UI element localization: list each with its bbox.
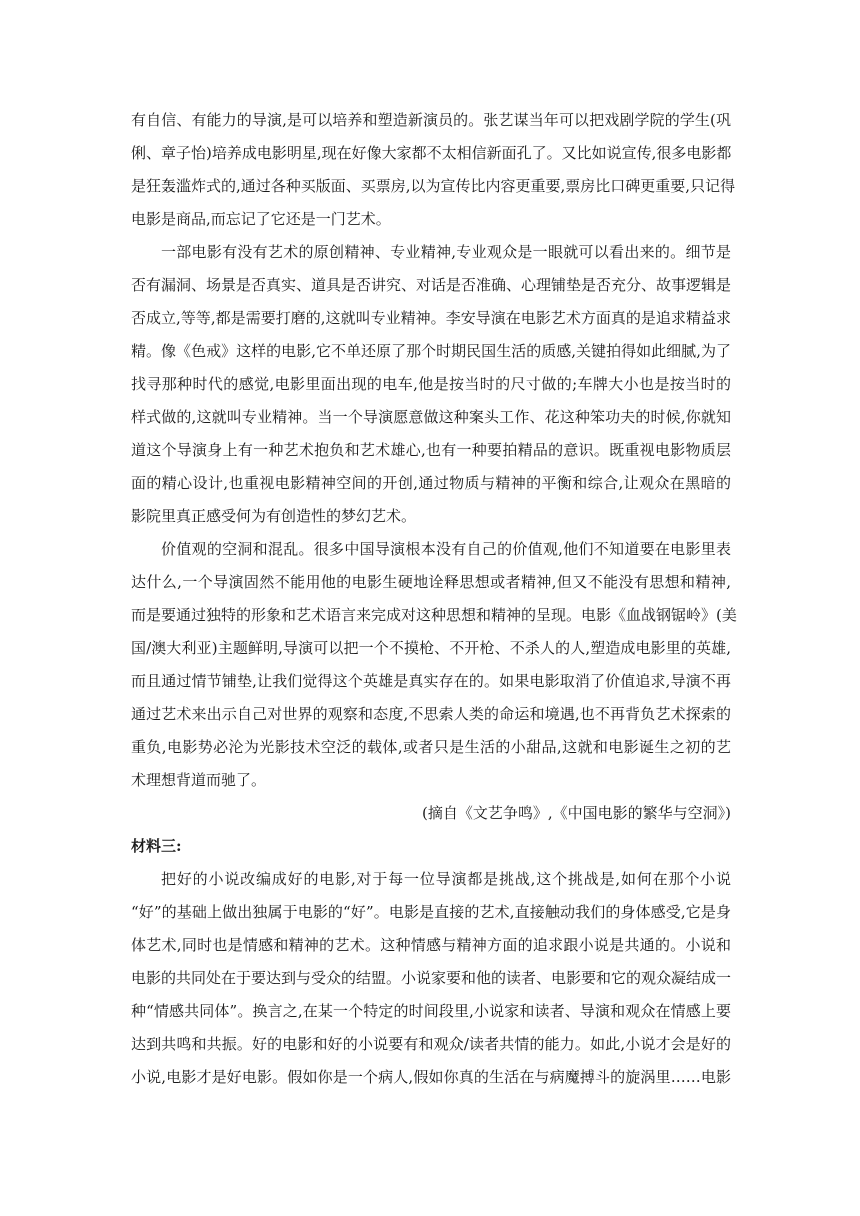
paragraph-line: 通过艺术来出示自己对世界的观察和态度,不思索人类的命运和境遇,也不再背负艺术探索的: [131, 705, 731, 723]
paragraph-line: 重负,电影势必沦为光影技术空泛的载体,或者只是生活的小甜品,这就和电影诞生之初的艺: [131, 738, 731, 756]
paragraph-line: 种“情感共同体”。换言之,在某一个特定的时间段里,小说家和读者、导演和观众在情感上要: [131, 1002, 731, 1020]
paragraph-line: “好”的基础上做出独属于电影的“好”。电影是直接的艺术,直接触动我们的身体感受,它是身: [131, 903, 731, 921]
paragraph-line: 面的精心设计,也重视电影精神空间的开创,通过物质与精神的平衡和综合,让观众在黑暗的: [131, 474, 731, 492]
paragraph-line: 达什么,一个导演固然不能用他的电影生硬地诠释思想或者精神,但又不能没有思想和精神,: [131, 573, 731, 591]
paragraph-line: 达到共鸣和共振。好的电影和好的小说要有和观众/读者共情的能力。如此,小说才会是好的: [131, 1035, 731, 1053]
paragraph-line: 是狂轰滥炸式的,通过各种买版面、买票房,以为宣传比内容更重要,票房比口碑更重要,只记得: [131, 177, 736, 195]
paragraph-line: 道这个导演身上有一种艺术抱负和艺术雄心,也有一种要拍精品的意识。既重视电影物质层: [131, 441, 731, 459]
paragraph-3: [131, 533, 737, 797]
paragraph-line: 把好的小说改编成好的电影,对于每一位导演都是挑战,这个挑战是,如何在那个小说: [161, 870, 731, 888]
paragraph-line: 影院里真正感受何为有创造性的梦幻艺术。: [131, 507, 417, 525]
paragraph-line: 否成立,等等,都是需要打磨的,这就叫专业精神。李安导演在电影艺术方面真的是追求精益求: [131, 309, 731, 327]
paragraph-line: 体艺术,同时也是情感和精神的艺术。这种情感与精神方面的追求跟小说是共通的。小说和: [131, 936, 731, 954]
paragraph-line: 国/澳大利亚)主题鲜明,导演可以把一个不摸枪、不开枪、不杀人的人,塑造成电影里的英雄,: [131, 639, 731, 657]
paragraph-line: 精。像《色戒》这样的电影,它不单还原了那个时期民国生活的质感,关键拍得如此细腻,为了: [131, 342, 731, 360]
paragraph-line: 找寻那种时代的感觉,电影里面出现的电车,他是按当时的尺寸做的;车牌大小也是按当时的: [131, 375, 731, 393]
paragraph-line: 电影是商品,而忘记了它还是一门艺术。: [131, 210, 391, 228]
section-heading: 材料三:: [131, 837, 182, 855]
paragraph-line: 俐、章子怡)培养成电影明星,现在好像大家都不太相信新面孔了。又比如说宣传,很多电影都: [131, 144, 732, 162]
paragraph-line: 小说,电影才是好电影。假如你是一个病人,假如你真的生活在与病魔搏斗的旋涡里……电影: [131, 1068, 731, 1086]
paragraph-line: 电影的共同处在于要达到与受众的结盟。小说家要和他的读者、电影要和它的观众凝结成一: [131, 969, 732, 987]
paragraph-line: 而且通过情节铺垫,让我们觉得这个英雄是真实存在的。如果电影取消了价值追求,导演不再: [131, 672, 731, 690]
paragraph-line: 价值观的空洞和混乱。很多中国导演根本没有自己的价值观,他们不知道要在电影里表: [161, 540, 731, 558]
paragraph-line: 样式做的,这就叫专业精神。当一个导演愿意做这种案头工作、花这种笨功夫的时候,你就知: [131, 408, 731, 426]
paragraph-2: [131, 236, 731, 533]
paragraph-1: [131, 104, 736, 236]
paragraph-line: 一部电影有没有艺术的原创精神、专业精神,专业观众是一眼就可以看出来的。细节是: [161, 243, 731, 261]
paragraph-line: 否有漏洞、场景是否真实、道具是否讲究、对话是否准确、心理铺垫是否充分、故事逻辑是: [131, 276, 732, 294]
source-citation: (摘自《文艺争鸣》,《中国电影的繁华与空洞》): [422, 804, 731, 822]
paragraph-line: 而是要通过独特的形象和艺术语言来完成对这种思想和精神的呈现。电影《血战钢锯岭》(美: [131, 606, 737, 624]
paragraph-line: 有自信、有能力的导演,是可以培养和塑造新演员的。张艺谋当年可以把戏剧学院的学生(巩: [131, 111, 731, 129]
paragraph-4: [131, 863, 731, 1094]
paragraph-line: 术理想背道而驰了。: [131, 771, 267, 789]
document-body: [131, 104, 737, 1094]
